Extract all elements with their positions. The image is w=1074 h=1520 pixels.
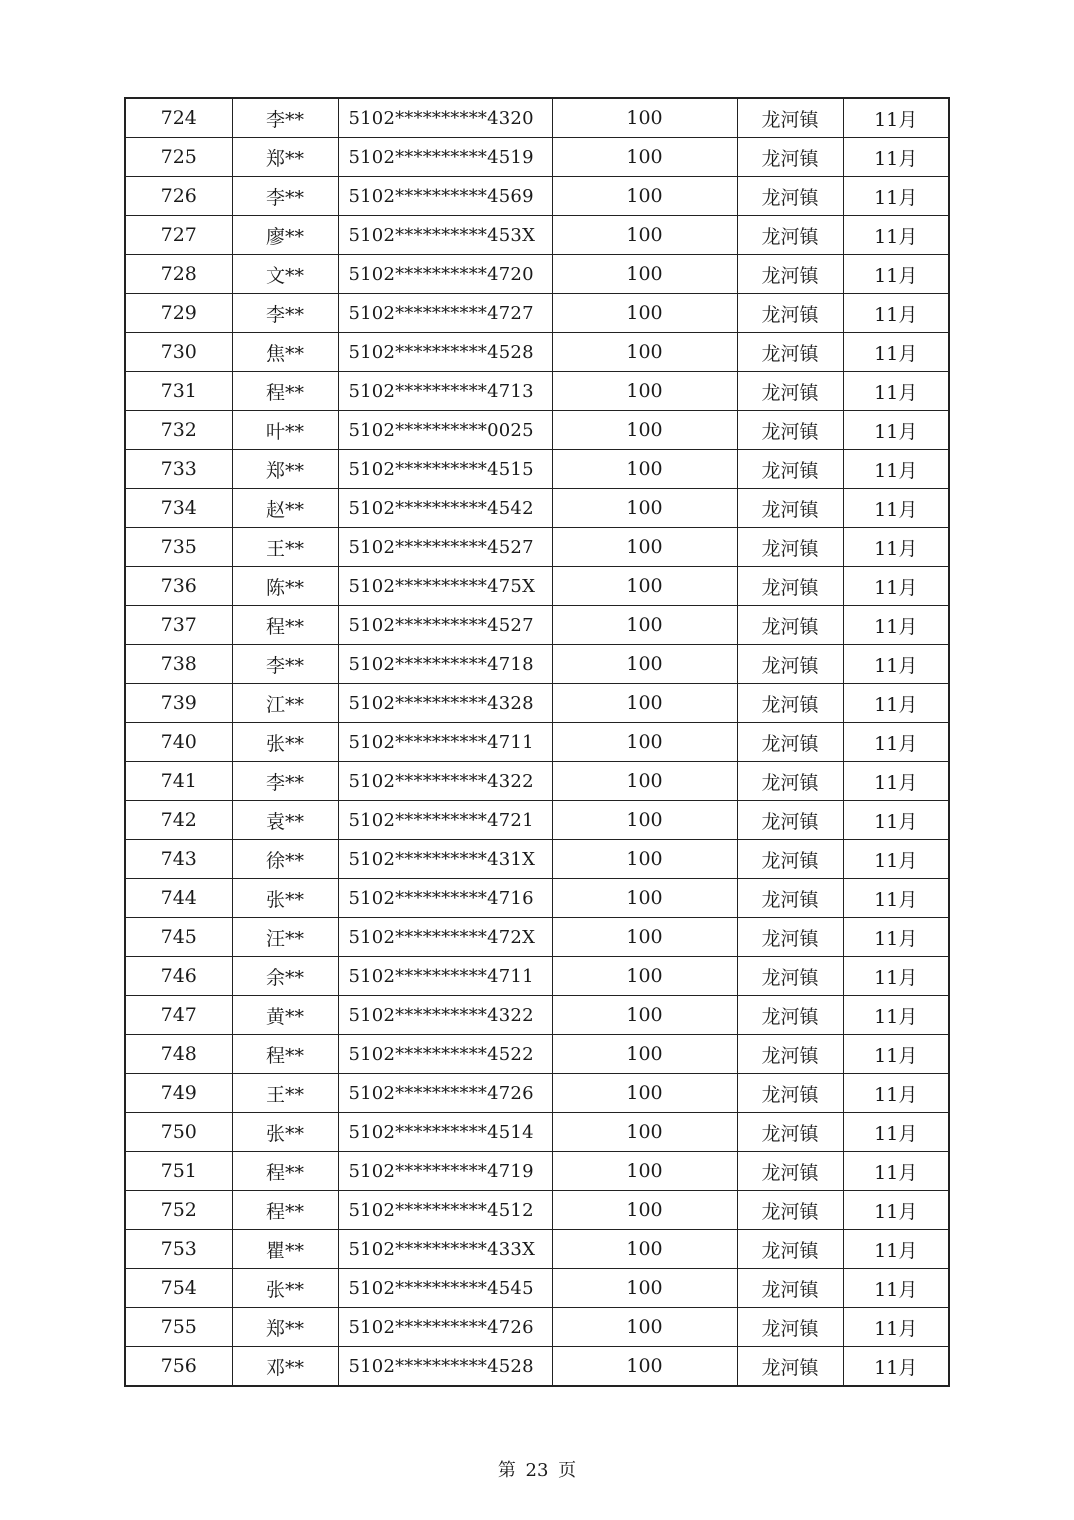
cell-id-number: 5102**********4713	[338, 372, 552, 411]
cell-serial-number: 747	[125, 996, 232, 1035]
cell-name: 郑**	[232, 138, 338, 177]
cell-name: 张**	[232, 1113, 338, 1152]
cell-serial-number: 731	[125, 372, 232, 411]
cell-serial-number: 734	[125, 489, 232, 528]
cell-town: 龙河镇	[737, 1347, 843, 1387]
cell-id-number: 5102**********4720	[338, 255, 552, 294]
cell-id-number: 5102**********4527	[338, 606, 552, 645]
cell-month: 11月	[843, 1308, 949, 1347]
table-row	[125, 996, 949, 1035]
cell-amount: 100	[552, 333, 737, 372]
cell-serial-number: 753	[125, 1230, 232, 1269]
cell-town: 龙河镇	[737, 645, 843, 684]
cell-name: 文**	[232, 255, 338, 294]
cell-town: 龙河镇	[737, 840, 843, 879]
cell-id-number: 5102**********4719	[338, 1152, 552, 1191]
cell-amount: 100	[552, 1191, 737, 1230]
cell-month: 11月	[843, 1152, 949, 1191]
cell-month: 11月	[843, 957, 949, 996]
cell-serial-number: 737	[125, 606, 232, 645]
table-row	[125, 255, 949, 294]
table-row	[125, 98, 949, 138]
cell-month: 11月	[843, 645, 949, 684]
table-row	[125, 177, 949, 216]
table-row	[125, 879, 949, 918]
cell-month: 11月	[843, 98, 949, 138]
cell-town: 龙河镇	[737, 801, 843, 840]
cell-id-number: 5102**********4726	[338, 1074, 552, 1113]
cell-id-number: 5102**********4528	[338, 1347, 552, 1387]
table-row	[125, 333, 949, 372]
cell-month: 11月	[843, 801, 949, 840]
cell-name: 叶**	[232, 411, 338, 450]
cell-town: 龙河镇	[737, 255, 843, 294]
cell-town: 龙河镇	[737, 294, 843, 333]
cell-month: 11月	[843, 1230, 949, 1269]
cell-town: 龙河镇	[737, 450, 843, 489]
table-row	[125, 1074, 949, 1113]
cell-town: 龙河镇	[737, 762, 843, 801]
table-row	[125, 489, 949, 528]
cell-id-number: 5102**********0025	[338, 411, 552, 450]
cell-town: 龙河镇	[737, 684, 843, 723]
cell-amount: 100	[552, 450, 737, 489]
cell-id-number: 5102**********4322	[338, 762, 552, 801]
cell-amount: 100	[552, 528, 737, 567]
table-row	[125, 411, 949, 450]
table-row	[125, 1152, 949, 1191]
cell-town: 龙河镇	[737, 489, 843, 528]
cell-town: 龙河镇	[737, 1191, 843, 1230]
cell-name: 瞿**	[232, 1230, 338, 1269]
cell-name: 李**	[232, 294, 338, 333]
table-row	[125, 1269, 949, 1308]
cell-town: 龙河镇	[737, 879, 843, 918]
cell-month: 11月	[843, 1074, 949, 1113]
cell-town: 龙河镇	[737, 528, 843, 567]
cell-amount: 100	[552, 294, 737, 333]
cell-month: 11月	[843, 918, 949, 957]
cell-amount: 100	[552, 177, 737, 216]
table-row	[125, 801, 949, 840]
cell-town: 龙河镇	[737, 372, 843, 411]
cell-name: 李**	[232, 762, 338, 801]
table-row	[125, 645, 949, 684]
cell-serial-number: 728	[125, 255, 232, 294]
cell-town: 龙河镇	[737, 1269, 843, 1308]
table-body	[125, 98, 949, 1386]
cell-serial-number: 756	[125, 1347, 232, 1387]
cell-name: 李**	[232, 98, 338, 138]
cell-amount: 100	[552, 879, 737, 918]
cell-amount: 100	[552, 801, 737, 840]
cell-name: 徐**	[232, 840, 338, 879]
cell-serial-number: 744	[125, 879, 232, 918]
table-row	[125, 1191, 949, 1230]
table-row	[125, 294, 949, 333]
cell-town: 龙河镇	[737, 957, 843, 996]
cell-serial-number: 746	[125, 957, 232, 996]
cell-serial-number: 749	[125, 1074, 232, 1113]
cell-serial-number: 754	[125, 1269, 232, 1308]
cell-id-number: 5102**********4514	[338, 1113, 552, 1152]
cell-serial-number: 730	[125, 333, 232, 372]
cell-month: 11月	[843, 294, 949, 333]
cell-name: 李**	[232, 645, 338, 684]
cell-id-number: 5102**********4320	[338, 98, 552, 138]
cell-amount: 100	[552, 1152, 737, 1191]
cell-month: 11月	[843, 1035, 949, 1074]
cell-id-number: 5102**********4322	[338, 996, 552, 1035]
cell-serial-number: 725	[125, 138, 232, 177]
cell-month: 11月	[843, 723, 949, 762]
cell-serial-number: 739	[125, 684, 232, 723]
cell-serial-number: 733	[125, 450, 232, 489]
cell-amount: 100	[552, 1113, 737, 1152]
cell-name: 张**	[232, 1269, 338, 1308]
cell-id-number: 5102**********4711	[338, 957, 552, 996]
cell-month: 11月	[843, 450, 949, 489]
cell-amount: 100	[552, 216, 737, 255]
cell-serial-number: 736	[125, 567, 232, 606]
cell-name: 陈**	[232, 567, 338, 606]
cell-month: 11月	[843, 567, 949, 606]
cell-amount: 100	[552, 723, 737, 762]
cell-town: 龙河镇	[737, 1074, 843, 1113]
cell-amount: 100	[552, 411, 737, 450]
cell-serial-number: 735	[125, 528, 232, 567]
cell-month: 11月	[843, 684, 949, 723]
cell-id-number: 5102**********4711	[338, 723, 552, 762]
cell-id-number: 5102**********431X	[338, 840, 552, 879]
cell-id-number: 5102**********4727	[338, 294, 552, 333]
cell-town: 龙河镇	[737, 567, 843, 606]
cell-month: 11月	[843, 216, 949, 255]
cell-town: 龙河镇	[737, 333, 843, 372]
cell-amount: 100	[552, 840, 737, 879]
cell-id-number: 5102**********4519	[338, 138, 552, 177]
cell-month: 11月	[843, 879, 949, 918]
cell-amount: 100	[552, 1074, 737, 1113]
table-row	[125, 1035, 949, 1074]
cell-amount: 100	[552, 684, 737, 723]
cell-amount: 100	[552, 372, 737, 411]
cell-month: 11月	[843, 333, 949, 372]
cell-amount: 100	[552, 98, 737, 138]
cell-name: 袁**	[232, 801, 338, 840]
cell-serial-number: 745	[125, 918, 232, 957]
cell-name: 程**	[232, 372, 338, 411]
cell-month: 11月	[843, 1113, 949, 1152]
cell-serial-number: 738	[125, 645, 232, 684]
cell-amount: 100	[552, 1230, 737, 1269]
cell-serial-number: 743	[125, 840, 232, 879]
cell-amount: 100	[552, 645, 737, 684]
cell-town: 龙河镇	[737, 996, 843, 1035]
cell-id-number: 5102**********433X	[338, 1230, 552, 1269]
cell-id-number: 5102**********472X	[338, 918, 552, 957]
table-row	[125, 216, 949, 255]
cell-id-number: 5102**********453X	[338, 216, 552, 255]
table-row	[125, 372, 949, 411]
cell-id-number: 5102**********4716	[338, 879, 552, 918]
cell-serial-number: 740	[125, 723, 232, 762]
cell-amount: 100	[552, 255, 737, 294]
cell-name: 程**	[232, 1035, 338, 1074]
cell-name: 王**	[232, 528, 338, 567]
cell-name: 程**	[232, 1191, 338, 1230]
cell-town: 龙河镇	[737, 723, 843, 762]
cell-id-number: 5102**********4328	[338, 684, 552, 723]
cell-serial-number: 750	[125, 1113, 232, 1152]
cell-town: 龙河镇	[737, 918, 843, 957]
cell-amount: 100	[552, 996, 737, 1035]
cell-town: 龙河镇	[737, 1035, 843, 1074]
cell-month: 11月	[843, 138, 949, 177]
page-number: 第 23 页	[497, 1460, 577, 1481]
table-row	[125, 450, 949, 489]
cell-serial-number: 732	[125, 411, 232, 450]
cell-amount: 100	[552, 1269, 737, 1308]
cell-name: 焦**	[232, 333, 338, 372]
cell-id-number: 5102**********4721	[338, 801, 552, 840]
cell-id-number: 5102**********475X	[338, 567, 552, 606]
table-row	[125, 1113, 949, 1152]
cell-name: 李**	[232, 177, 338, 216]
cell-id-number: 5102**********4545	[338, 1269, 552, 1308]
cell-id-number: 5102**********4512	[338, 1191, 552, 1230]
cell-id-number: 5102**********4726	[338, 1308, 552, 1347]
cell-amount: 100	[552, 1035, 737, 1074]
cell-town: 龙河镇	[737, 606, 843, 645]
cell-amount: 100	[552, 567, 737, 606]
cell-id-number: 5102**********4542	[338, 489, 552, 528]
cell-town: 龙河镇	[737, 177, 843, 216]
cell-serial-number: 724	[125, 98, 232, 138]
table-row	[125, 840, 949, 879]
cell-month: 11月	[843, 1269, 949, 1308]
cell-serial-number: 751	[125, 1152, 232, 1191]
cell-month: 11月	[843, 372, 949, 411]
cell-name: 郑**	[232, 450, 338, 489]
table-row	[125, 918, 949, 957]
table-row	[125, 1308, 949, 1347]
cell-month: 11月	[843, 1347, 949, 1387]
cell-month: 11月	[843, 528, 949, 567]
cell-town: 龙河镇	[737, 1308, 843, 1347]
cell-month: 11月	[843, 411, 949, 450]
subsidy-table	[124, 97, 950, 1387]
cell-serial-number: 748	[125, 1035, 232, 1074]
table-row	[125, 723, 949, 762]
cell-town: 龙河镇	[737, 216, 843, 255]
cell-amount: 100	[552, 957, 737, 996]
cell-town: 龙河镇	[737, 98, 843, 138]
cell-serial-number: 727	[125, 216, 232, 255]
table-row	[125, 684, 949, 723]
table-row	[125, 528, 949, 567]
cell-amount: 100	[552, 762, 737, 801]
cell-name: 黄**	[232, 996, 338, 1035]
cell-serial-number: 741	[125, 762, 232, 801]
table-row	[125, 138, 949, 177]
cell-month: 11月	[843, 255, 949, 294]
cell-serial-number: 752	[125, 1191, 232, 1230]
cell-month: 11月	[843, 840, 949, 879]
cell-town: 龙河镇	[737, 138, 843, 177]
cell-name: 王**	[232, 1074, 338, 1113]
cell-name: 张**	[232, 723, 338, 762]
cell-town: 龙河镇	[737, 411, 843, 450]
cell-serial-number: 726	[125, 177, 232, 216]
table-row	[125, 762, 949, 801]
cell-name: 江**	[232, 684, 338, 723]
cell-id-number: 5102**********4522	[338, 1035, 552, 1074]
cell-name: 程**	[232, 1152, 338, 1191]
cell-name: 郑**	[232, 1308, 338, 1347]
cell-id-number: 5102**********4515	[338, 450, 552, 489]
cell-serial-number: 729	[125, 294, 232, 333]
cell-name: 程**	[232, 606, 338, 645]
table-row	[125, 1230, 949, 1269]
cell-month: 11月	[843, 489, 949, 528]
cell-serial-number: 755	[125, 1308, 232, 1347]
table-row	[125, 606, 949, 645]
cell-amount: 100	[552, 1347, 737, 1387]
cell-id-number: 5102**********4569	[338, 177, 552, 216]
cell-month: 11月	[843, 1191, 949, 1230]
cell-town: 龙河镇	[737, 1152, 843, 1191]
table-row	[125, 957, 949, 996]
cell-name: 张**	[232, 879, 338, 918]
cell-name: 汪**	[232, 918, 338, 957]
cell-id-number: 5102**********4718	[338, 645, 552, 684]
cell-id-number: 5102**********4527	[338, 528, 552, 567]
cell-town: 龙河镇	[737, 1230, 843, 1269]
cell-name: 邓**	[232, 1347, 338, 1387]
cell-amount: 100	[552, 606, 737, 645]
cell-month: 11月	[843, 996, 949, 1035]
cell-amount: 100	[552, 138, 737, 177]
cell-town: 龙河镇	[737, 1113, 843, 1152]
cell-amount: 100	[552, 918, 737, 957]
table-row	[125, 1347, 949, 1387]
cell-name: 余**	[232, 957, 338, 996]
cell-amount: 100	[552, 1308, 737, 1347]
cell-serial-number: 742	[125, 801, 232, 840]
cell-name: 赵**	[232, 489, 338, 528]
cell-month: 11月	[843, 606, 949, 645]
cell-amount: 100	[552, 489, 737, 528]
cell-name: 廖**	[232, 216, 338, 255]
cell-month: 11月	[843, 177, 949, 216]
cell-id-number: 5102**********4528	[338, 333, 552, 372]
cell-month: 11月	[843, 762, 949, 801]
table-row	[125, 567, 949, 606]
